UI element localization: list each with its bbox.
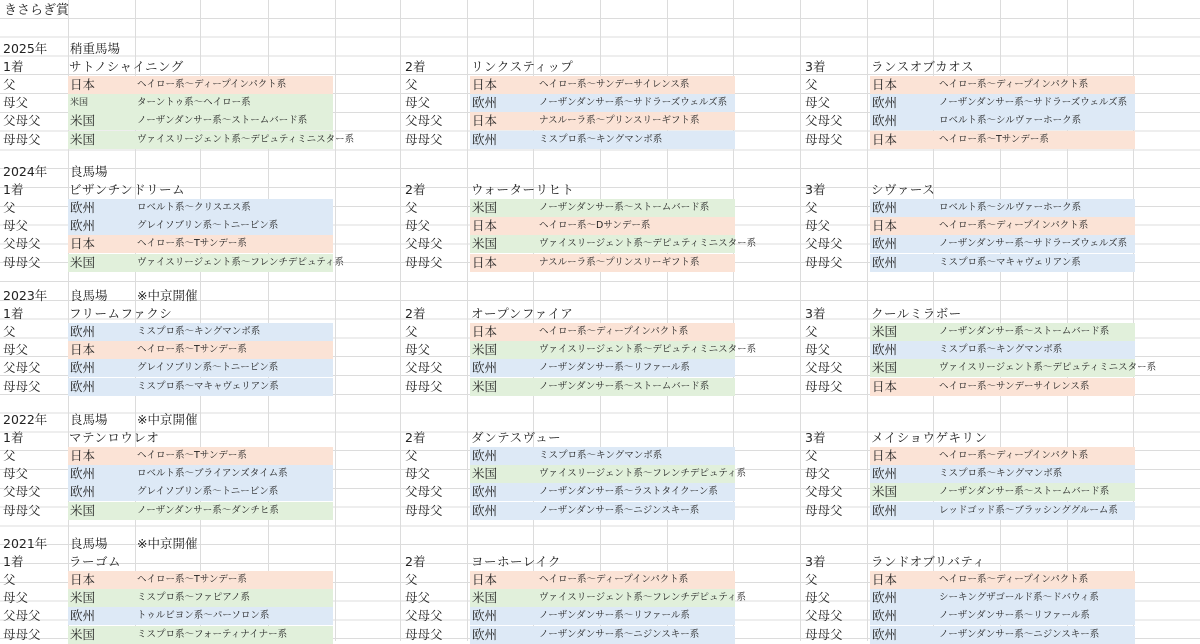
placing-header-row[interactable] xyxy=(0,429,1200,447)
sire-line-label[interactable]: ナスルーラ系〜プリンスリーギフト系 xyxy=(539,115,700,127)
sire-line-label[interactable]: ノーザンダンサー系〜ストームバード系 xyxy=(539,380,710,392)
relation-label[interactable]: 母父 xyxy=(805,342,831,358)
sire-line-label[interactable]: ノーザンダンサー系〜ストームバード系 xyxy=(539,202,710,214)
track-condition[interactable]: 稍重馬場 xyxy=(70,41,121,56)
region-label[interactable]: 欧州 xyxy=(472,608,498,624)
relation-label[interactable]: 母父 xyxy=(3,95,29,111)
sire-line-label[interactable]: ノーザンダンサー系〜ラストタイクーン系 xyxy=(539,486,718,498)
sire-line-label[interactable]: ヘイロー系〜Dサンデー系 xyxy=(539,220,651,232)
track-condition[interactable]: 良馬場 xyxy=(70,288,108,303)
year-label[interactable]: 2022年 xyxy=(3,412,48,427)
horse-name[interactable]: クールミラボー xyxy=(871,306,962,322)
relation-label[interactable]: 父 xyxy=(405,572,418,588)
sire-line-label[interactable]: ヘイロー系〜Tサンデー系 xyxy=(137,450,247,462)
region-label[interactable]: 欧州 xyxy=(472,360,498,376)
relation-label[interactable]: 父母父 xyxy=(405,236,443,252)
pedigree-row[interactable] xyxy=(0,76,1200,94)
sire-line-label[interactable]: ナスルーラ系〜プリンスリーギフト系 xyxy=(539,256,700,268)
sire-line-label[interactable]: ノーザンダンサー系〜リファール系 xyxy=(939,610,1090,622)
sire-line-label[interactable]: ノーザンダンサー系〜ニジンスキー系 xyxy=(939,628,1100,640)
relation-label[interactable]: 母父 xyxy=(405,342,431,358)
relation-label[interactable]: 母父 xyxy=(3,466,29,482)
relation-label[interactable]: 父母父 xyxy=(405,608,443,624)
region-label[interactable]: 欧州 xyxy=(872,626,898,642)
year-label[interactable]: 2025年 xyxy=(3,41,48,56)
sire-line-label[interactable]: ヘイロー系〜ディープインパクト系 xyxy=(539,326,689,338)
region-label[interactable]: 日本 xyxy=(872,77,898,93)
relation-label[interactable]: 母父 xyxy=(405,590,431,606)
sire-line-label[interactable]: レッドゴッド系〜ブラッシンググルーム系 xyxy=(939,504,1118,516)
relation-label[interactable]: 母母父 xyxy=(405,131,443,147)
region-label[interactable]: 欧州 xyxy=(872,608,898,624)
region-label[interactable]: 日本 xyxy=(872,218,898,234)
pedigree-row[interactable] xyxy=(0,94,1200,112)
sire-line-label[interactable]: ヘイロー系〜サンデーサイレンス系 xyxy=(539,79,690,91)
year-header-row[interactable] xyxy=(0,287,1200,305)
pedigree-row[interactable] xyxy=(0,465,1200,483)
relation-label[interactable]: 父 xyxy=(3,572,16,588)
venue-note[interactable]: ※中京開催 xyxy=(137,412,198,427)
region-label[interactable]: 日本 xyxy=(472,572,498,588)
relation-label[interactable]: 父 xyxy=(3,200,16,216)
horse-name[interactable]: シヴァース xyxy=(871,182,936,198)
relation-label[interactable]: 父母父 xyxy=(805,113,843,129)
placing-label[interactable]: 2着 xyxy=(405,306,426,322)
track-condition[interactable]: 良馬場 xyxy=(70,536,108,551)
region-label[interactable]: 欧州 xyxy=(872,95,898,111)
relation-label[interactable]: 父母父 xyxy=(805,236,843,252)
pedigree-row[interactable] xyxy=(0,112,1200,130)
sire-line-label[interactable]: ノーザンダンサー系〜サドラーズウェルズ系 xyxy=(939,97,1128,109)
region-label[interactable]: 欧州 xyxy=(70,200,96,216)
sire-line-label[interactable]: ヴァイスリージェント系〜フレンチデピュティ系 xyxy=(539,468,747,480)
region-label[interactable]: 日本 xyxy=(472,254,498,270)
year-header-row[interactable] xyxy=(0,411,1200,429)
sire-line-label[interactable]: ヘイロー系〜ディープインパクト系 xyxy=(939,79,1089,91)
sire-line-label[interactable]: ミスプロ系〜キングマンボ系 xyxy=(539,133,663,145)
placing-label[interactable]: 1着 xyxy=(3,306,24,322)
region-label[interactable]: 米国 xyxy=(70,98,89,109)
region-label[interactable]: 米国 xyxy=(70,131,96,147)
sire-line-label[interactable]: ヘイロー系〜Tサンデー系 xyxy=(137,574,247,586)
relation-label[interactable]: 母母父 xyxy=(3,502,41,518)
region-label[interactable]: 欧州 xyxy=(472,502,498,518)
relation-label[interactable]: 父母父 xyxy=(405,484,443,500)
relation-label[interactable]: 母母父 xyxy=(3,378,41,394)
sire-line-label[interactable]: ノーザンダンサー系〜サドラーズウェルズ系 xyxy=(539,97,728,109)
region-label[interactable]: 日本 xyxy=(70,572,96,588)
sire-line-label[interactable]: ノーザンダンサー系〜ニジンスキー系 xyxy=(539,628,700,640)
placing-label[interactable]: 1着 xyxy=(3,554,24,570)
placing-label[interactable]: 3着 xyxy=(805,306,826,322)
sire-line-label[interactable]: ヴァイスリージェント系〜デピュティミニスター系 xyxy=(539,344,757,356)
relation-label[interactable]: 母父 xyxy=(3,590,29,606)
placing-label[interactable]: 2着 xyxy=(405,430,426,446)
relation-label[interactable]: 母父 xyxy=(405,95,431,111)
horse-name[interactable]: リンクスティップ xyxy=(471,59,574,75)
region-label[interactable]: 欧州 xyxy=(872,254,898,270)
pedigree-row[interactable] xyxy=(0,131,1200,149)
sire-line-label[interactable]: ヘイロー系〜ディープインパクト系 xyxy=(539,574,689,586)
region-label[interactable]: 日本 xyxy=(872,448,898,464)
placing-label[interactable]: 3着 xyxy=(805,430,826,446)
sire-line-label[interactable]: ミスプロ系〜キングマンボ系 xyxy=(939,468,1063,480)
region-label[interactable]: 米国 xyxy=(472,342,498,358)
region-label[interactable]: 欧州 xyxy=(70,218,96,234)
pedigree-row[interactable] xyxy=(0,235,1200,253)
region-label[interactable]: 日本 xyxy=(872,131,898,147)
horse-name[interactable]: マテンロウレオ xyxy=(69,430,160,446)
relation-label[interactable]: 母母父 xyxy=(3,254,41,270)
sire-line-label[interactable]: シーキングザゴールド系〜ドバウィ系 xyxy=(939,592,1099,604)
sire-line-label[interactable]: トゥルビヨン系〜パーソロン系 xyxy=(137,610,270,622)
relation-label[interactable]: 父母父 xyxy=(3,360,41,376)
horse-name[interactable]: ラーゴム xyxy=(69,554,122,570)
region-label[interactable]: 日本 xyxy=(70,342,96,358)
region-label[interactable]: 米国 xyxy=(70,502,96,518)
sire-line-label[interactable]: ミスプロ系〜キングマンボ系 xyxy=(939,344,1063,356)
relation-label[interactable]: 父 xyxy=(405,200,418,216)
relation-label[interactable]: 母父 xyxy=(3,218,29,234)
sire-line-label[interactable]: ミスプロ系〜ファピアノ系 xyxy=(137,592,251,604)
sire-line-label[interactable]: ノーザンダンサー系〜ストームバード系 xyxy=(939,486,1110,498)
relation-label[interactable]: 父母父 xyxy=(3,236,41,252)
region-label[interactable]: 欧州 xyxy=(872,590,898,606)
sire-line-label[interactable]: ミスプロ系〜キングマンボ系 xyxy=(539,450,663,462)
region-label[interactable]: 日本 xyxy=(70,236,96,252)
sire-line-label[interactable]: ノーザンダンサー系〜ストームバード系 xyxy=(939,326,1110,338)
region-label[interactable]: 米国 xyxy=(472,378,498,394)
region-label[interactable]: 欧州 xyxy=(872,113,898,129)
placing-header-row[interactable] xyxy=(0,305,1200,323)
relation-label[interactable]: 母母父 xyxy=(805,378,843,394)
sire-line-label[interactable]: グレイソブリン系〜トニービン系 xyxy=(137,486,279,498)
track-condition[interactable]: 良馬場 xyxy=(70,164,108,179)
relation-label[interactable]: 母父 xyxy=(805,590,831,606)
relation-label[interactable]: 母母父 xyxy=(805,254,843,270)
region-label[interactable]: 欧州 xyxy=(70,484,96,500)
region-label[interactable]: 米国 xyxy=(70,626,96,642)
region-label[interactable]: 米国 xyxy=(70,254,96,270)
region-label[interactable]: 米国 xyxy=(70,590,96,606)
relation-label[interactable]: 父 xyxy=(3,324,16,340)
region-label[interactable]: 欧州 xyxy=(472,484,498,500)
sire-line-label[interactable]: ロベルト系〜シルヴァーホーク系 xyxy=(939,115,1082,127)
region-label[interactable]: 米国 xyxy=(872,360,898,376)
horse-name[interactable]: ランドオブリバティ xyxy=(871,554,986,570)
relation-label[interactable]: 父母父 xyxy=(3,113,41,129)
sire-line-label[interactable]: ヴァイスリージェント系〜デピュティミニスター系 xyxy=(939,362,1157,374)
region-label[interactable]: 米国 xyxy=(472,466,498,482)
sire-line-label[interactable]: ヘイロー系〜Tサンデー系 xyxy=(137,344,247,356)
pedigree-row[interactable] xyxy=(0,483,1200,501)
relation-label[interactable]: 母母父 xyxy=(405,502,443,518)
relation-label[interactable]: 母父 xyxy=(805,218,831,234)
horse-name[interactable]: ダンテスヴュー xyxy=(471,430,562,446)
region-label[interactable]: 欧州 xyxy=(70,378,96,394)
region-label[interactable]: 欧州 xyxy=(472,448,498,464)
sire-line-label[interactable]: ミスプロ系〜マキャヴェリアン系 xyxy=(137,380,279,392)
region-label[interactable]: 米国 xyxy=(472,236,498,252)
horse-name[interactable]: ヨーホーレイク xyxy=(471,554,561,570)
horse-name[interactable]: サトノシャイニング xyxy=(69,59,184,75)
region-label[interactable]: 米国 xyxy=(472,200,498,216)
pedigree-row[interactable] xyxy=(0,359,1200,377)
placing-label[interactable]: 1着 xyxy=(3,182,24,198)
relation-label[interactable]: 母父 xyxy=(805,466,831,482)
placing-label[interactable]: 3着 xyxy=(805,554,826,570)
relation-label[interactable]: 父 xyxy=(805,448,818,464)
sire-line-label[interactable]: ミスプロ系〜フォーティナイナー系 xyxy=(137,628,288,640)
sire-line-label[interactable]: ヴァイスリージェント系〜デピュティミニスター系 xyxy=(539,238,757,250)
relation-label[interactable]: 母母父 xyxy=(3,626,41,642)
sire-line-label[interactable]: ヘイロー系〜ディープインパクト系 xyxy=(137,79,287,91)
placing-label[interactable]: 3着 xyxy=(805,59,826,75)
relation-label[interactable]: 母母父 xyxy=(405,626,443,642)
region-label[interactable]: 欧州 xyxy=(872,236,898,252)
pedigree-row[interactable] xyxy=(0,589,1200,607)
venue-note[interactable]: ※中京開催 xyxy=(137,288,198,303)
relation-label[interactable]: 母母父 xyxy=(405,378,443,394)
pedigree-row[interactable] xyxy=(0,254,1200,272)
sire-line-label[interactable]: ヘイロー系〜ディープインパクト系 xyxy=(939,574,1089,586)
pedigree-row[interactable] xyxy=(0,571,1200,589)
sire-line-label[interactable]: ノーザンダンサー系〜リファール系 xyxy=(539,362,690,374)
placing-label[interactable]: 2着 xyxy=(405,59,426,75)
placing-label[interactable]: 1着 xyxy=(3,430,24,446)
relation-label[interactable]: 母母父 xyxy=(3,131,41,147)
relation-label[interactable]: 父母父 xyxy=(805,360,843,376)
pedigree-row[interactable] xyxy=(0,217,1200,235)
relation-label[interactable]: 父母父 xyxy=(3,484,41,500)
horse-name[interactable]: オープンファイア xyxy=(471,306,574,322)
placing-label[interactable]: 2着 xyxy=(405,182,426,198)
region-label[interactable]: 欧州 xyxy=(872,502,898,518)
sire-line-label[interactable]: ヘイロー系〜ディープインパクト系 xyxy=(939,220,1089,232)
relation-label[interactable]: 母父 xyxy=(805,95,831,111)
relation-label[interactable]: 母母父 xyxy=(405,254,443,270)
pedigree-row[interactable] xyxy=(0,447,1200,465)
year-label[interactable]: 2024年 xyxy=(3,164,48,179)
relation-label[interactable]: 父 xyxy=(405,448,418,464)
sire-line-label[interactable]: ミスプロ系〜キングマンボ系 xyxy=(137,326,261,338)
horse-name[interactable]: ランスオブカオス xyxy=(871,59,975,75)
region-label[interactable]: 日本 xyxy=(872,572,898,588)
relation-label[interactable]: 母母父 xyxy=(805,502,843,518)
sire-line-label[interactable]: ヘイロー系〜ディープインパクト系 xyxy=(939,450,1089,462)
year-header-row[interactable] xyxy=(0,535,1200,553)
relation-label[interactable]: 父母父 xyxy=(405,113,443,129)
pedigree-row[interactable] xyxy=(0,341,1200,359)
relation-label[interactable]: 父 xyxy=(3,448,16,464)
sire-line-label[interactable]: ノーザンダンサー系〜ダンチヒ系 xyxy=(137,504,279,516)
region-label[interactable]: 欧州 xyxy=(70,324,96,340)
region-label[interactable]: 欧州 xyxy=(70,466,96,482)
relation-label[interactable]: 父母父 xyxy=(805,484,843,500)
relation-label[interactable]: 父 xyxy=(405,77,418,93)
placing-header-row[interactable] xyxy=(0,553,1200,571)
sire-line-label[interactable]: ロベルト系〜シルヴァーホーク系 xyxy=(939,202,1082,214)
sire-line-label[interactable]: ノーザンダンサー系〜リファール系 xyxy=(539,610,690,622)
sheet-title-row[interactable] xyxy=(0,2,1200,20)
pedigree-row[interactable] xyxy=(0,378,1200,396)
horse-name[interactable]: フリームファクシ xyxy=(69,306,173,322)
region-label[interactable]: 米国 xyxy=(70,113,96,129)
venue-note[interactable]: ※中京開催 xyxy=(137,536,198,551)
sire-line-label[interactable]: ヘイロー系〜サンデーサイレンス系 xyxy=(939,380,1090,392)
relation-label[interactable]: 母母父 xyxy=(805,131,843,147)
pedigree-row[interactable] xyxy=(0,323,1200,341)
region-label[interactable]: 日本 xyxy=(70,448,96,464)
sire-line-label[interactable]: ヘイロー系〜Tサンデー系 xyxy=(939,133,1049,145)
sire-line-label[interactable]: グレイソブリン系〜トニービン系 xyxy=(137,362,279,374)
pedigree-row[interactable] xyxy=(0,502,1200,520)
relation-label[interactable]: 父母父 xyxy=(405,360,443,376)
region-label[interactable]: 米国 xyxy=(872,484,898,500)
track-condition[interactable]: 良馬場 xyxy=(70,412,108,427)
sire-line-label[interactable]: ターントゥ系〜ヘイロー系 xyxy=(137,97,251,109)
region-label[interactable]: 欧州 xyxy=(70,360,96,376)
placing-label[interactable]: 3着 xyxy=(805,182,826,198)
placing-label[interactable]: 1着 xyxy=(3,59,24,75)
region-label[interactable]: 米国 xyxy=(472,590,498,606)
sire-line-label[interactable]: ヴァイスリージェント系〜フレンチデピュティ系 xyxy=(539,592,747,604)
region-label[interactable]: 欧州 xyxy=(872,466,898,482)
region-label[interactable]: 日本 xyxy=(472,77,498,93)
sire-line-label[interactable]: ロベルト系〜ブライアンズタイム系 xyxy=(137,468,288,480)
relation-label[interactable]: 父母父 xyxy=(3,608,41,624)
year-header-row[interactable] xyxy=(0,163,1200,181)
relation-label[interactable]: 母父 xyxy=(405,466,431,482)
sire-line-label[interactable]: ヘイロー系〜Tサンデー系 xyxy=(137,238,247,250)
sheet-title[interactable]: きさらぎ賞 xyxy=(4,3,70,18)
region-label[interactable]: 日本 xyxy=(472,113,498,129)
sire-line-label[interactable]: ヴァイスリージェント系〜フレンチデピュティ系 xyxy=(137,256,345,268)
sire-line-label[interactable]: ノーザンダンサー系〜ニジンスキー系 xyxy=(539,504,700,516)
sire-line-label[interactable]: グレイソブリン系〜トニービン系 xyxy=(137,220,279,232)
placing-label[interactable]: 2着 xyxy=(405,554,426,570)
region-label[interactable]: 日本 xyxy=(70,77,96,93)
relation-label[interactable]: 父 xyxy=(3,77,16,93)
region-label[interactable]: 日本 xyxy=(472,324,498,340)
sire-line-label[interactable]: ヴァイスリージェント系〜デピュティミニスター系 xyxy=(137,133,355,145)
relation-label[interactable]: 父 xyxy=(805,200,818,216)
region-label[interactable]: 日本 xyxy=(472,218,498,234)
relation-label[interactable]: 母父 xyxy=(3,342,29,358)
placing-header-row[interactable] xyxy=(0,58,1200,76)
relation-label[interactable]: 父 xyxy=(405,324,418,340)
relation-label[interactable]: 父 xyxy=(805,572,818,588)
horse-name[interactable]: ウォーターリヒト xyxy=(471,182,575,198)
horse-name[interactable]: メイショウゲキリン xyxy=(871,430,988,446)
relation-label[interactable]: 父 xyxy=(805,324,818,340)
sire-line-label[interactable]: ノーザンダンサー系〜サドラーズウェルズ系 xyxy=(939,238,1128,250)
horse-name[interactable]: ビザンチンドリーム xyxy=(69,182,186,198)
year-label[interactable]: 2021年 xyxy=(3,536,48,551)
relation-label[interactable]: 父 xyxy=(805,77,818,93)
pedigree-row[interactable] xyxy=(0,199,1200,217)
region-label[interactable]: 欧州 xyxy=(872,200,898,216)
year-header-row[interactable] xyxy=(0,40,1200,58)
sire-line-label[interactable]: ノーザンダンサー系〜ストームバード系 xyxy=(137,115,308,127)
relation-label[interactable]: 母父 xyxy=(405,218,431,234)
year-label[interactable]: 2023年 xyxy=(3,288,48,303)
sire-line-label[interactable]: ミスプロ系〜マキャヴェリアン系 xyxy=(939,256,1081,268)
sire-line-label[interactable]: ロベルト系〜クリスエス系 xyxy=(137,202,251,214)
region-label[interactable]: 欧州 xyxy=(872,342,898,358)
region-label[interactable]: 米国 xyxy=(872,324,898,340)
region-label[interactable]: 欧州 xyxy=(472,626,498,642)
placing-header-row[interactable] xyxy=(0,181,1200,199)
region-label[interactable]: 欧州 xyxy=(472,131,498,147)
region-label[interactable]: 欧州 xyxy=(472,95,498,111)
region-label[interactable]: 日本 xyxy=(872,378,898,394)
relation-label[interactable]: 母母父 xyxy=(805,626,843,642)
relation-label[interactable]: 父母父 xyxy=(805,608,843,624)
region-label[interactable]: 欧州 xyxy=(70,608,96,624)
pedigree-row[interactable] xyxy=(0,607,1200,625)
